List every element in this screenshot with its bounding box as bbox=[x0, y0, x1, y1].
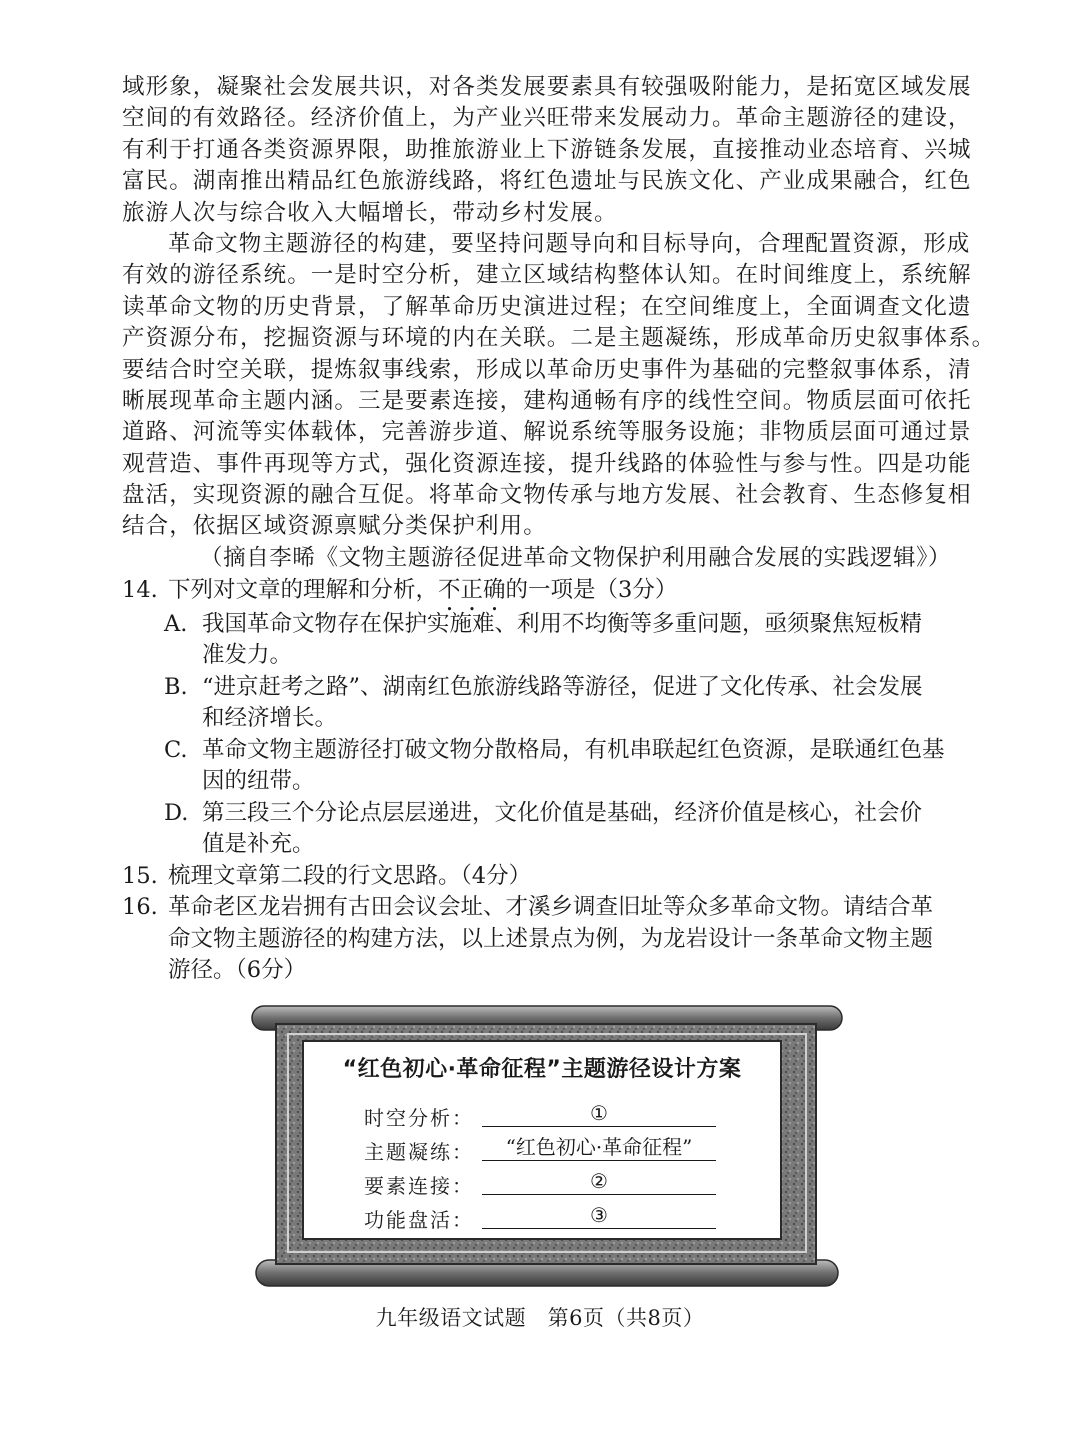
passage-line: 产资源分布，挖掘资源与环境的内在关联。二是主题凝练，形成革命历史叙事体系。 bbox=[122, 325, 996, 352]
reading-passage bbox=[122, 72, 996, 574]
option-text-cont: 因的纽带。 bbox=[202, 768, 315, 794]
answer-blank-1[interactable]: ① bbox=[482, 1098, 716, 1127]
passage-line: 读革命文物的历史背景，了解革命历史演进过程；在空间维度上，全面调查文化遗 bbox=[122, 293, 972, 320]
emphasis-text: 不正确 bbox=[438, 577, 506, 603]
question-stem bbox=[168, 575, 677, 607]
question-number: 15. bbox=[122, 862, 158, 889]
option-a bbox=[122, 609, 982, 641]
passage-line: 结合，依据区域资源禀赋分类保护利用。 bbox=[122, 513, 547, 540]
passage-line: 革命文物主题游径的构建，要坚持问题导向和目标导向，合理配置资源，形成 bbox=[168, 230, 971, 257]
plan-label: 时空分析： bbox=[364, 1106, 474, 1130]
option-c bbox=[122, 735, 982, 767]
answer-blank-2[interactable]: ② bbox=[482, 1166, 716, 1195]
option-text-cont: 和经济增长。 bbox=[202, 705, 338, 731]
option-b bbox=[122, 672, 982, 704]
option-text-cont: 准发力。 bbox=[202, 642, 293, 668]
plan-label: 主题凝练： bbox=[364, 1140, 474, 1164]
plan-row-spacetime bbox=[364, 1098, 764, 1132]
option-letter: D. bbox=[164, 799, 189, 826]
question-15 bbox=[122, 861, 982, 893]
option-text: 革命文物主题游径打破文物分散格局，有机串联起红色资源，是联通红色基 bbox=[202, 736, 945, 763]
option-text: “进京赶考之路”、湖南红色旅游线路等游径，促进了文化传承、社会发展 bbox=[202, 673, 923, 700]
passage-line: 域形象，凝聚社会发展共识，对各类发展要素具有较强吸附能力，是拓宽区域发展 bbox=[122, 74, 972, 100]
question-stem: 革命老区龙岩拥有古田会议会址、才溪乡调查旧址等众多革命文物。请结合革 bbox=[168, 894, 934, 920]
question-16 bbox=[122, 892, 982, 924]
passage-line: 观营造、事件再现等方式，强化资源连接，提升线路的体验性与参与性。四是功能 bbox=[122, 450, 972, 477]
question-stem: 梳理文章第二段的行文思路。（4分） bbox=[168, 862, 532, 889]
plan-row-function bbox=[364, 1200, 764, 1234]
question-stem-cont: 命文物主题游径的构建方法，以上述景点为例，为龙岩设计一条革命文物主题 bbox=[168, 925, 934, 952]
option-d bbox=[122, 798, 982, 830]
plan-row-theme bbox=[364, 1132, 764, 1166]
passage-line: 有效的游径系统。一是时空分析，建立区域结构整体认知。在时间维度上，系统解 bbox=[122, 262, 972, 289]
passage-line: 盘活，实现资源的融合互促。将革命文物传承与地方发展、社会教育、生态修复相 bbox=[122, 482, 972, 509]
passage-line: 旅游人次与综合收入大幅增长，带动乡村发展。 bbox=[122, 199, 618, 226]
question-stem-cont: 游径。（6分） bbox=[168, 957, 307, 983]
stem-part: 下列对文章的理解和分析， bbox=[168, 577, 439, 603]
page-footer: 九年级语文试题 第6页（共8页） bbox=[375, 1306, 705, 1330]
question-number: 16. bbox=[122, 894, 158, 920]
passage-line: 道路、河流等实体载体，完善游步道、解说系统等服务设施；非物质层面可通过景 bbox=[122, 419, 972, 446]
option-letter: B. bbox=[164, 673, 188, 700]
option-letter: C. bbox=[164, 736, 188, 763]
option-text: 第三段三个分论点层层递进，文化价值是基础，经济价值是核心，社会价 bbox=[202, 799, 923, 826]
option-letter: A. bbox=[164, 610, 188, 637]
plan-label: 要素连接： bbox=[364, 1174, 474, 1198]
passage-source: （摘自李晞《文物主题游径促进革命文物保护利用融合发展的实践逻辑》） bbox=[200, 544, 952, 571]
plan-row-elements bbox=[364, 1166, 764, 1200]
passage-line: 空间的有效路径。经济价值上，为产业兴旺带来发展动力。革命主题游径的建设， bbox=[122, 105, 972, 132]
passage-line: 富民。湖南推出精品红色旅游线路，将红色遗址与民族文化、产业成果融合，红色 bbox=[122, 168, 972, 195]
theme-value: “红色初心·革命征程” bbox=[482, 1132, 716, 1161]
questions-section bbox=[122, 575, 982, 987]
design-plan-box bbox=[302, 1040, 782, 1240]
plan-label: 功能盘活： bbox=[364, 1208, 474, 1232]
question-number: 14. bbox=[122, 577, 158, 603]
option-text: 我国革命文物存在保护实施难、利用不均衡等多重问题，亟须聚焦短板精 bbox=[202, 610, 923, 637]
passage-line: 有利于打通各类资源界限，助推旅游业上下游链条发展，直接推动业态培育、兴城 bbox=[122, 136, 972, 163]
plan-title: “红色初心·革命征程”主题游径设计方案 bbox=[342, 1057, 742, 1082]
option-text-cont: 值是补充。 bbox=[202, 831, 315, 857]
answer-blank-3[interactable]: ③ bbox=[482, 1200, 716, 1229]
question-14 bbox=[122, 575, 982, 607]
passage-line: 要结合时空关联，提炼叙事线索，形成以革命历史事件为基础的完整叙事体系，清 bbox=[122, 356, 972, 383]
passage-line: 晰展现革命主题内涵。三是要素连接，建构通畅有序的线性空间。物质层面可依托 bbox=[122, 387, 972, 414]
stem-part: 的一项是（3分） bbox=[505, 577, 678, 603]
